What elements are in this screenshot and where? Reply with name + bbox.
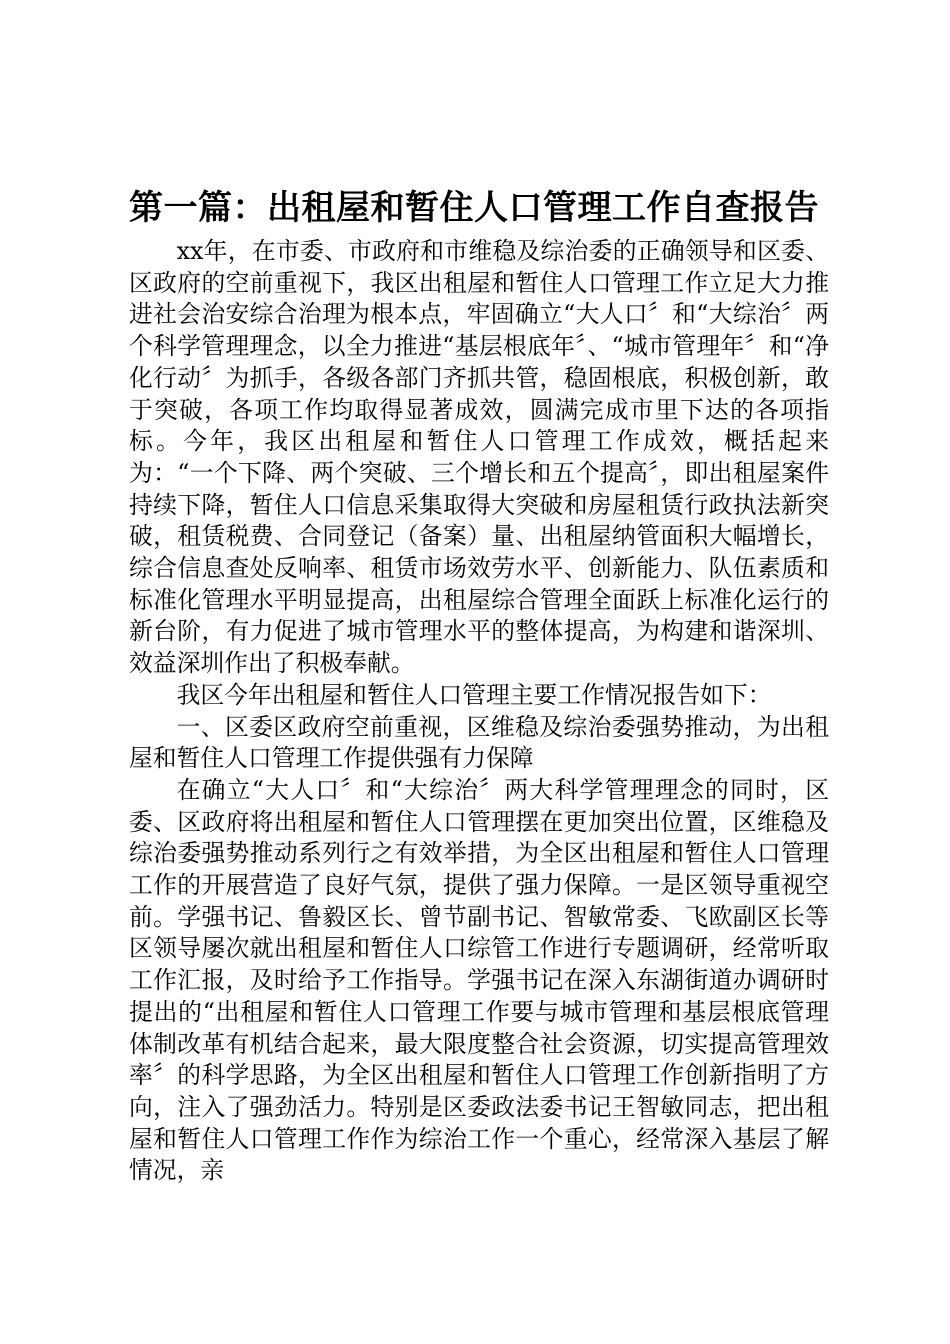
body-paragraph: 我区今年出租屋和暂住人口管理主要工作情况报告如下： [176,680,772,709]
body-paragraph: xx年，在市委、市政府和市维稳及综治委的正确领导和区委、区政府的空前重视下，我区出租屋和暂住人口管理工作立足大力推进社会治安综合治理为根本点，牢固确立“大人口〞和“大综治〞两个科学管理理念，以全力推进“基层根底年〞、“城市管理年〞和“净化行动〞为抓手，各级各部门齐抓共管，稳固根底，积极创新，敢于突破，各项工作均取得显著成效，圆满完成市里下达的各项指标。今年，我区出租屋和暂住人口管理工作成效，概括起来为：“一个下降、两个突破、三个增长和五个提高〞，即出租屋案件持续下降，暂住人口信息采集取得大突破和房屋租赁行政执法新突破，租赁税费、合同登记（备案）量、出租屋纳管面积大幅增长，综合信息查处反响率、租赁市场效劳水平、创新能力、队伍素质和标准化管理水平明显提高，出租屋综合管理全面跃上标准化运行的新台阶，有力促进了城市管理水平的整体提高，为构建和谐深圳、效益深圳作出了积极奉献。 [129,237,829,678]
document-body [129,236,829,1187]
body-paragraph: 在确立“大人口〞和“大综治〞两大科学管理理念的同时，区委、区政府将出租屋和暂住人口管理摆在更加突出位置，区维稳及综治委强势推动系列行之有效举措，为全区出租屋和暂住人口管理工作的开展营造了良好气氛，提供了强力保障。一是区领导重视空前。学强书记、鲁毅区长、曾节副书记、智敏常委、飞欧副区长等区领导屡次就出租屋和暂住人口综管工作进行专题调研，经常听取工作汇报，及时给予工作指导。学强书记在深入东湖街道办调研时提出的“出租屋和暂住人口管理工作要与城市管理和基层根底管理体制改革有机结合起来，最大限度整合社会资源，切实提高管理效率〞的科学思路，为全区出租屋和暂住人口管理工作创新指明了方向，注入了强劲活力。特别是区委政法委书记王智敏同志，把出租屋和暂住人口管理工作作为综治工作一个重心，经常深入基层了解情况，亲 [129,775,829,1185]
document-title: 第一篇：出租屋和暂住人口管理工作自查报告 [129,188,819,228]
section-heading: 一、区委区政府空前重视，区维稳及综治委强势推动，为出租屋和暂住人口管理工作提供强有力保障 [129,712,829,773]
